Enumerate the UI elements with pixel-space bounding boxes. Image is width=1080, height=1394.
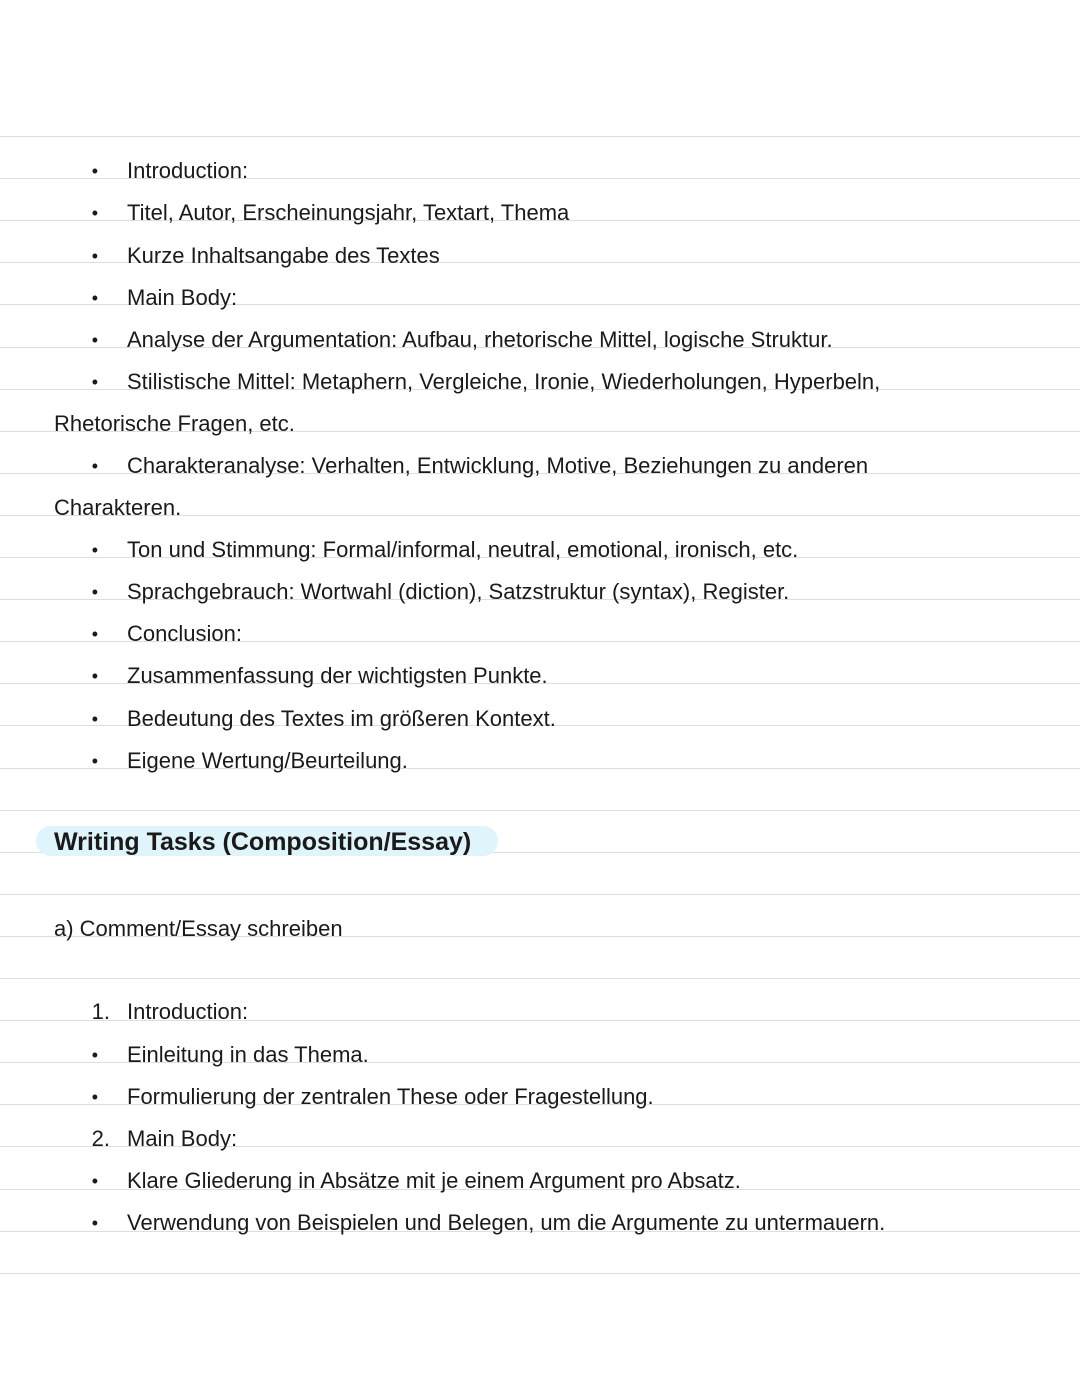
list-item-text: Kurze Inhaltsangabe des Textes	[127, 243, 440, 268]
list-item-text: Verwendung von Beispielen und Belegen, um die Argumente zu untermauern.	[127, 1210, 886, 1235]
bullet-icon: •	[91, 1045, 98, 1065]
list-item-text: Klare Gliederung in Absätze mit je einem Argument pro Absatz.	[127, 1168, 741, 1193]
bullet-icon: •	[91, 288, 98, 308]
list-item-text: Einleitung in das Thema.	[127, 1042, 369, 1067]
bullet-icon: •	[91, 666, 98, 686]
list-item-text: Stilistische Mittel: Metaphern, Vergleiche, Ironie, Wiederholungen, Hyperbeln,	[127, 369, 881, 394]
list-item-text: Conclusion:	[127, 621, 242, 646]
list-item-text: Zusammenfassung der wichtigsten Punkte.	[127, 663, 548, 688]
list-item-text: Charakteranalyse: Verhalten, Entwicklung, Motive, Beziehungen zu anderen	[127, 453, 869, 478]
number-marker: 1.	[91, 999, 110, 1024]
bullet-icon: •	[91, 246, 98, 266]
bullet-icon: •	[91, 330, 98, 350]
subheading: a) Comment/Essay schreiben	[54, 916, 343, 941]
list-item-text: Analyse der Argumentation: Aufbau, rhetorische Mittel, logische Struktur.	[127, 327, 833, 352]
ruled-line	[0, 978, 1080, 979]
list-item-text: Ton und Stimmung: Formal/informal, neutral, emotional, ironisch, etc.	[127, 537, 799, 562]
bullet-icon: •	[91, 751, 98, 771]
list-item-text: Rhetorische Fragen, etc.	[54, 411, 295, 436]
list-item-text: Main Body:	[127, 1126, 238, 1151]
bullet-icon: •	[91, 1213, 98, 1233]
bullet-icon: •	[91, 540, 98, 560]
list-item-text: Formulierung der zentralen These oder Fragestellung.	[127, 1084, 654, 1109]
ruled-line	[0, 136, 1080, 137]
list-item-text: Introduction:	[127, 999, 249, 1024]
list-item-text: Charakteren.	[54, 495, 182, 520]
list-item-text: Titel, Autor, Erscheinungsjahr, Textart, Thema	[127, 200, 570, 225]
list-item-text: Sprachgebrauch: Wortwahl (diction), Satzstruktur (syntax), Register.	[127, 579, 790, 604]
bullet-icon: •	[91, 161, 98, 181]
list-item-text: Eigene Wertung/Beurteilung.	[127, 748, 408, 773]
list-item-text: Introduction:	[127, 158, 249, 183]
ruled-line	[0, 810, 1080, 811]
section-heading: Writing Tasks (Composition/Essay)	[54, 828, 472, 856]
bullet-icon: •	[91, 1087, 98, 1107]
list-item-text: Bedeutung des Textes im größeren Kontext.	[127, 706, 556, 731]
list-item-text: Main Body:	[127, 285, 238, 310]
bullet-icon: •	[91, 709, 98, 729]
bullet-icon: •	[91, 456, 98, 476]
bullet-icon: •	[91, 582, 98, 602]
bullet-icon: •	[91, 624, 98, 644]
bullet-icon: •	[91, 203, 98, 223]
ruled-line	[0, 1273, 1080, 1274]
bullet-icon: •	[91, 1171, 98, 1191]
number-marker: 2.	[91, 1126, 110, 1151]
ruled-line	[0, 894, 1080, 895]
bullet-icon: •	[91, 372, 98, 392]
